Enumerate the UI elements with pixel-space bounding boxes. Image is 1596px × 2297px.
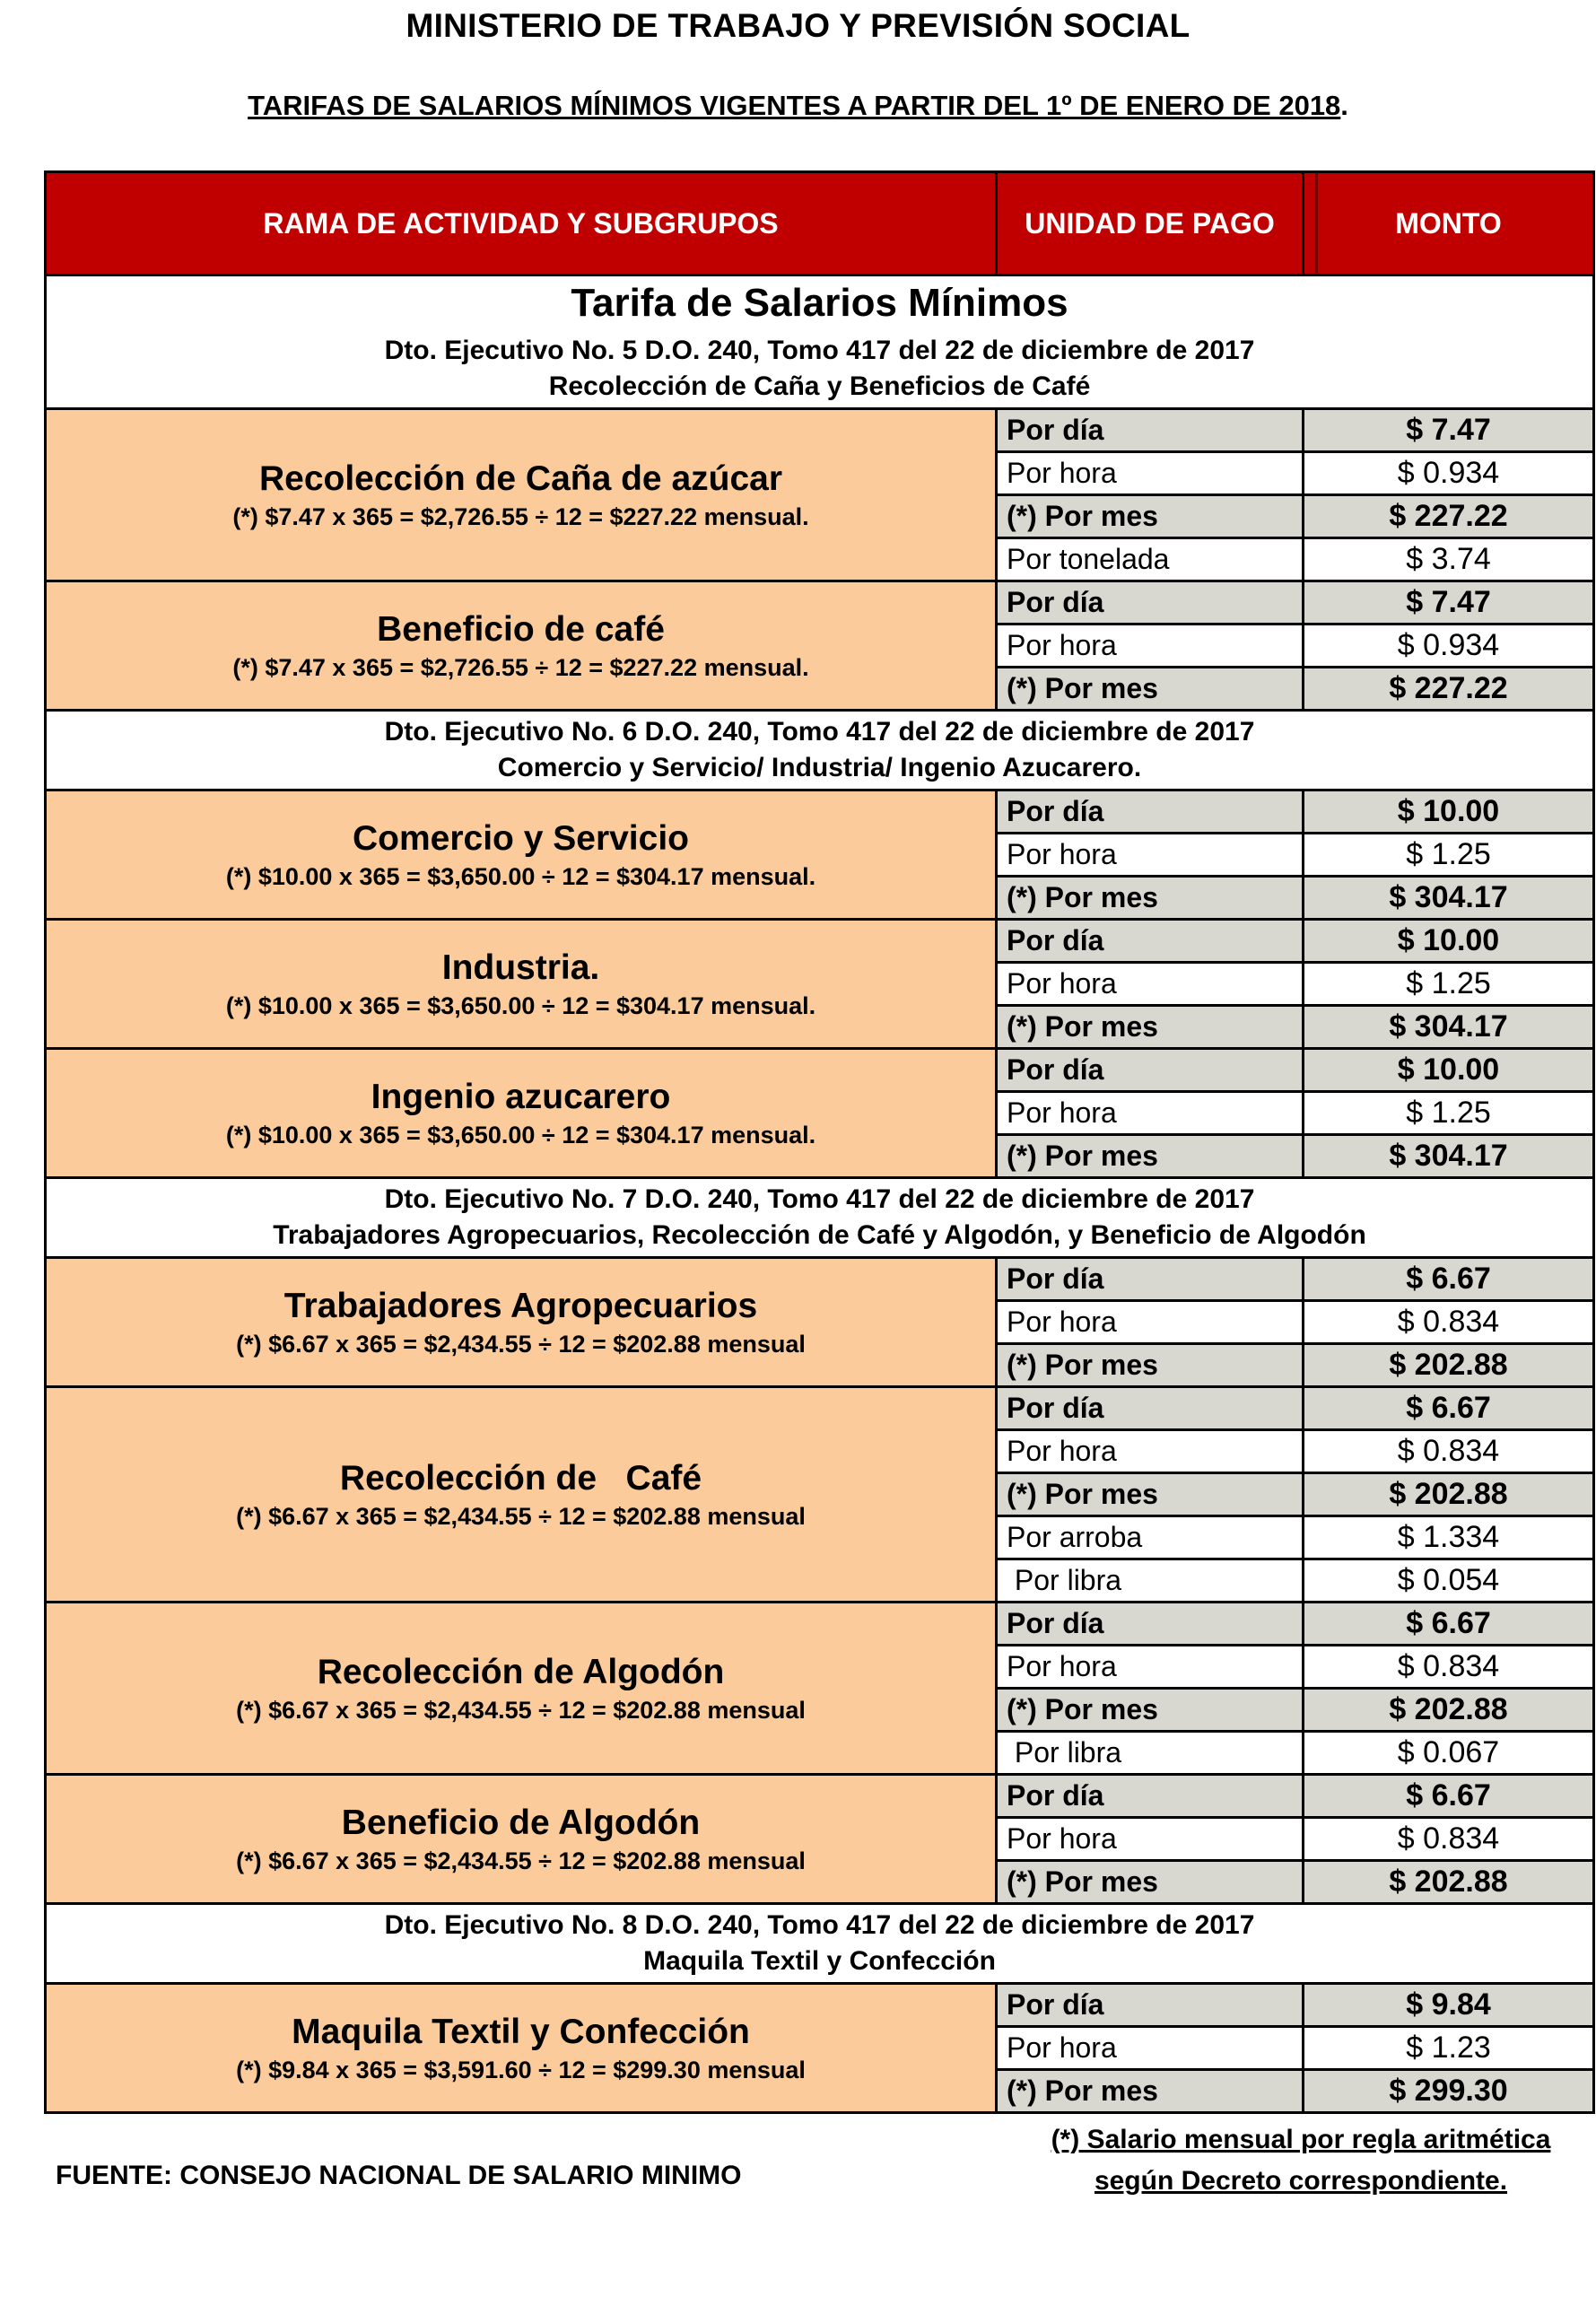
payment-unit: (*) Por mes <box>997 1344 1304 1387</box>
branch-formula: (*) $6.67 x 365 = $2,434.55 ÷ 12 = $202.88 mensual <box>236 1696 806 1724</box>
payment-amount: $ 7.47 <box>1304 581 1594 624</box>
branch-formula: (*) $10.00 x 365 = $3,650.00 ÷ 12 = $304.17 mensual. <box>225 1121 816 1148</box>
decree-row <box>46 1904 1594 1984</box>
branch-name: Comercio y Servicio <box>353 818 689 858</box>
branch-name: Recolección de Café <box>339 1458 702 1498</box>
branch-formula: (*) $7.47 x 365 = $2,726.55 ÷ 12 = $227.22 mensual. <box>232 502 809 530</box>
payment-amount: $ 227.22 <box>1304 495 1594 538</box>
wage-table-body <box>46 172 1594 2113</box>
payment-unit: Por hora <box>997 1646 1304 1689</box>
payment-unit: Por día <box>997 1775 1304 1818</box>
payment-unit: (*) Por mes <box>997 1861 1304 1904</box>
payment-unit: Por libra <box>997 1732 1304 1775</box>
payment-amount: $ 1.25 <box>1304 834 1594 877</box>
payment-amount: $ 1.334 <box>1304 1516 1594 1559</box>
branch-name: Ingenio azucarero <box>371 1077 671 1116</box>
payment-amount: $ 202.88 <box>1304 1344 1594 1387</box>
payment-unit: (*) Por mes <box>997 668 1304 711</box>
payment-unit: (*) Por mes <box>997 2070 1304 2113</box>
payment-unit: Por día <box>997 409 1304 452</box>
decree-scope: Comercio y Servicio/ Industria/ Ingenio Azucarero. <box>497 753 1142 782</box>
payment-unit: (*) Por mes <box>997 1006 1304 1049</box>
payment-amount: $ 202.88 <box>1304 1473 1594 1516</box>
rate-row <box>46 920 1594 963</box>
branch-name: Recolección de Caña de azúcar <box>258 459 783 498</box>
branch-name: Trabajadores Agropecuarios <box>283 1286 758 1325</box>
payment-amount: $ 10.00 <box>1304 790 1594 834</box>
rate-row <box>46 1775 1594 1818</box>
payment-amount: $ 0.054 <box>1304 1559 1594 1603</box>
payment-unit: Por hora <box>997 1430 1304 1473</box>
payment-unit: Por día <box>997 1387 1304 1430</box>
footnote-line-2: según Decreto correspondiente. <box>1094 2166 1508 2196</box>
payment-amount: $ 1.25 <box>1304 1092 1594 1135</box>
document-subtitle <box>0 90 1596 122</box>
branch-formula: (*) $7.47 x 365 = $2,726.55 ÷ 12 = $227.22 mensual. <box>232 653 809 681</box>
payment-amount: $ 6.67 <box>1304 1775 1594 1818</box>
payment-amount: $ 202.88 <box>1304 1689 1594 1732</box>
decree-reference: Dto. Ejecutivo No. 5 D.O. 240, Tomo 417 del 22 de diciembre de 2017 <box>384 336 1255 365</box>
rate-row <box>46 1049 1594 1092</box>
decree-row <box>46 1178 1594 1258</box>
payment-amount: $ 304.17 <box>1304 1135 1594 1178</box>
rate-row <box>46 1387 1594 1430</box>
payment-unit: Por día <box>997 1984 1304 2027</box>
branch-cell <box>46 920 997 1049</box>
branch-formula: (*) $9.84 x 365 = $3,591.60 ÷ 12 = $299.30 mensual <box>236 2056 806 2083</box>
footnote-line-1: (*) Salario mensual por regla aritmética <box>1051 2125 1551 2154</box>
branch-formula: (*) $10.00 x 365 = $3,650.00 ÷ 12 = $304.17 mensual. <box>225 991 816 1019</box>
footnote <box>1005 2119 1596 2202</box>
payment-amount: $ 0.834 <box>1304 1646 1594 1689</box>
branch-cell <box>46 1775 997 1904</box>
rate-row <box>46 790 1594 834</box>
payment-amount: $ 0.934 <box>1304 624 1594 668</box>
rate-row <box>46 581 1594 624</box>
payment-amount: $ 10.00 <box>1304 1049 1594 1092</box>
branch-cell <box>46 1387 997 1603</box>
rate-row <box>46 409 1594 452</box>
branch-name: Beneficio de café <box>377 609 665 649</box>
decree-row <box>46 711 1594 790</box>
document-title: MINISTERIO DE TRABAJO Y PREVISIÓN SOCIAL <box>406 7 1190 44</box>
decree-cell <box>46 711 1594 790</box>
payment-amount: $ 6.67 <box>1304 1258 1594 1301</box>
payment-unit: Por libra <box>997 1559 1304 1603</box>
payment-unit: (*) Por mes <box>997 1135 1304 1178</box>
payment-unit: (*) Por mes <box>997 495 1304 538</box>
branch-cell <box>46 1049 997 1178</box>
payment-amount: $ 299.30 <box>1304 2070 1594 2113</box>
payment-unit: Por día <box>997 1603 1304 1646</box>
branch-formula: (*) $6.67 x 365 = $2,434.55 ÷ 12 = $202.88 mensual <box>236 1847 806 1874</box>
payment-unit: Por día <box>997 790 1304 834</box>
decree-reference: Dto. Ejecutivo No. 7 D.O. 240, Tomo 417 del 22 de diciembre de 2017 <box>384 1184 1255 1214</box>
decree-scope: Maquila Textil y Confección <box>643 1946 996 1976</box>
column-header-activity: RAMA DE ACTIVIDAD Y SUBGRUPOS <box>46 172 997 275</box>
payment-unit: Por día <box>997 920 1304 963</box>
payment-unit: Por hora <box>997 963 1304 1006</box>
payment-unit: Por día <box>997 1049 1304 1092</box>
payment-unit: Por día <box>997 581 1304 624</box>
source-note: FUENTE: CONSEJO NACIONAL DE SALARIO MINIMO <box>56 2161 742 2190</box>
payment-amount: $ 3.74 <box>1304 538 1594 581</box>
subtitle-text: TARIFAS DE SALARIOS MÍNIMOS VIGENTES A PARTIR DEL 1º DE ENERO DE 2018 <box>248 90 1341 121</box>
branch-cell <box>46 790 997 920</box>
payment-unit: Por día <box>997 1258 1304 1301</box>
branch-name: Maquila Textil y Confección <box>292 2012 750 2051</box>
table-title: Tarifa de Salarios Mínimos <box>46 275 1594 331</box>
branch-cell <box>46 1984 997 2113</box>
wage-table <box>44 170 1595 2114</box>
payment-amount: $ 1.25 <box>1304 963 1594 1006</box>
payment-amount: $ 7.47 <box>1304 409 1594 452</box>
payment-amount: $ 6.67 <box>1304 1603 1594 1646</box>
payment-amount: $ 0.934 <box>1304 452 1594 495</box>
branch-cell <box>46 409 997 581</box>
decree-scope: Recolección de Caña y Beneficios de Café <box>548 371 1091 401</box>
payment-amount: $ 0.067 <box>1304 1732 1594 1775</box>
payment-unit: Por hora <box>997 2027 1304 2070</box>
payment-amount: $ 10.00 <box>1304 920 1594 963</box>
branch-cell <box>46 1258 997 1387</box>
branch-cell <box>46 581 997 711</box>
column-header-unit: UNIDAD DE PAGO <box>997 172 1304 275</box>
branch-name: Industria. <box>441 948 600 987</box>
rate-row <box>46 1603 1594 1646</box>
decree-row <box>46 330 1594 409</box>
payment-unit: Por hora <box>997 1092 1304 1135</box>
payment-amount: $ 0.834 <box>1304 1430 1594 1473</box>
payment-amount: $ 6.67 <box>1304 1387 1594 1430</box>
payment-amount: $ 0.834 <box>1304 1818 1594 1861</box>
payment-unit: (*) Por mes <box>997 1689 1304 1732</box>
decree-cell <box>46 330 1594 409</box>
rate-row <box>46 1258 1594 1301</box>
payment-unit: Por hora <box>997 1818 1304 1861</box>
payment-unit: Por hora <box>997 624 1304 668</box>
rate-row <box>46 1984 1594 2027</box>
decree-reference: Dto. Ejecutivo No. 8 D.O. 240, Tomo 417 del 22 de diciembre de 2017 <box>384 1910 1255 1940</box>
subtitle-period: . <box>1340 90 1348 121</box>
decree-scope: Trabajadores Agropecuarios, Recolección de Café y Algodón, y Beneficio de Algodón <box>273 1220 1366 1250</box>
decree-reference: Dto. Ejecutivo No. 6 D.O. 240, Tomo 417 del 22 de diciembre de 2017 <box>384 717 1255 747</box>
table-header-row <box>46 172 1594 275</box>
payment-unit: Por hora <box>997 834 1304 877</box>
payment-amount: $ 304.17 <box>1304 877 1594 920</box>
payment-unit: (*) Por mes <box>997 1473 1304 1516</box>
payment-amount: $ 227.22 <box>1304 668 1594 711</box>
branch-name: Beneficio de Algodón <box>341 1803 701 1842</box>
branch-formula: (*) $10.00 x 365 = $3,650.00 ÷ 12 = $304.17 mensual. <box>225 862 816 890</box>
decree-cell <box>46 1178 1594 1258</box>
branch-cell <box>46 1603 997 1775</box>
branch-formula: (*) $6.67 x 365 = $2,434.55 ÷ 12 = $202.88 mensual <box>236 1330 806 1358</box>
payment-unit: Por hora <box>997 452 1304 495</box>
payment-amount: $ 9.84 <box>1304 1984 1594 2027</box>
payment-amount: $ 202.88 <box>1304 1861 1594 1904</box>
branch-formula: (*) $6.67 x 365 = $2,434.55 ÷ 12 = $202.88 mensual <box>236 1502 806 1530</box>
column-header-amount: MONTO <box>1304 172 1594 275</box>
payment-amount: $ 0.834 <box>1304 1301 1594 1344</box>
payment-amount: $ 304.17 <box>1304 1006 1594 1049</box>
decree-cell <box>46 1904 1594 1984</box>
branch-name: Recolección de Algodón <box>317 1652 725 1691</box>
payment-unit: (*) Por mes <box>997 877 1304 920</box>
payment-unit: Por hora <box>997 1301 1304 1344</box>
table-title-row <box>46 275 1594 331</box>
payment-unit: Por tonelada <box>997 538 1304 581</box>
payment-unit: Por arroba <box>997 1516 1304 1559</box>
payment-amount: $ 1.23 <box>1304 2027 1594 2070</box>
